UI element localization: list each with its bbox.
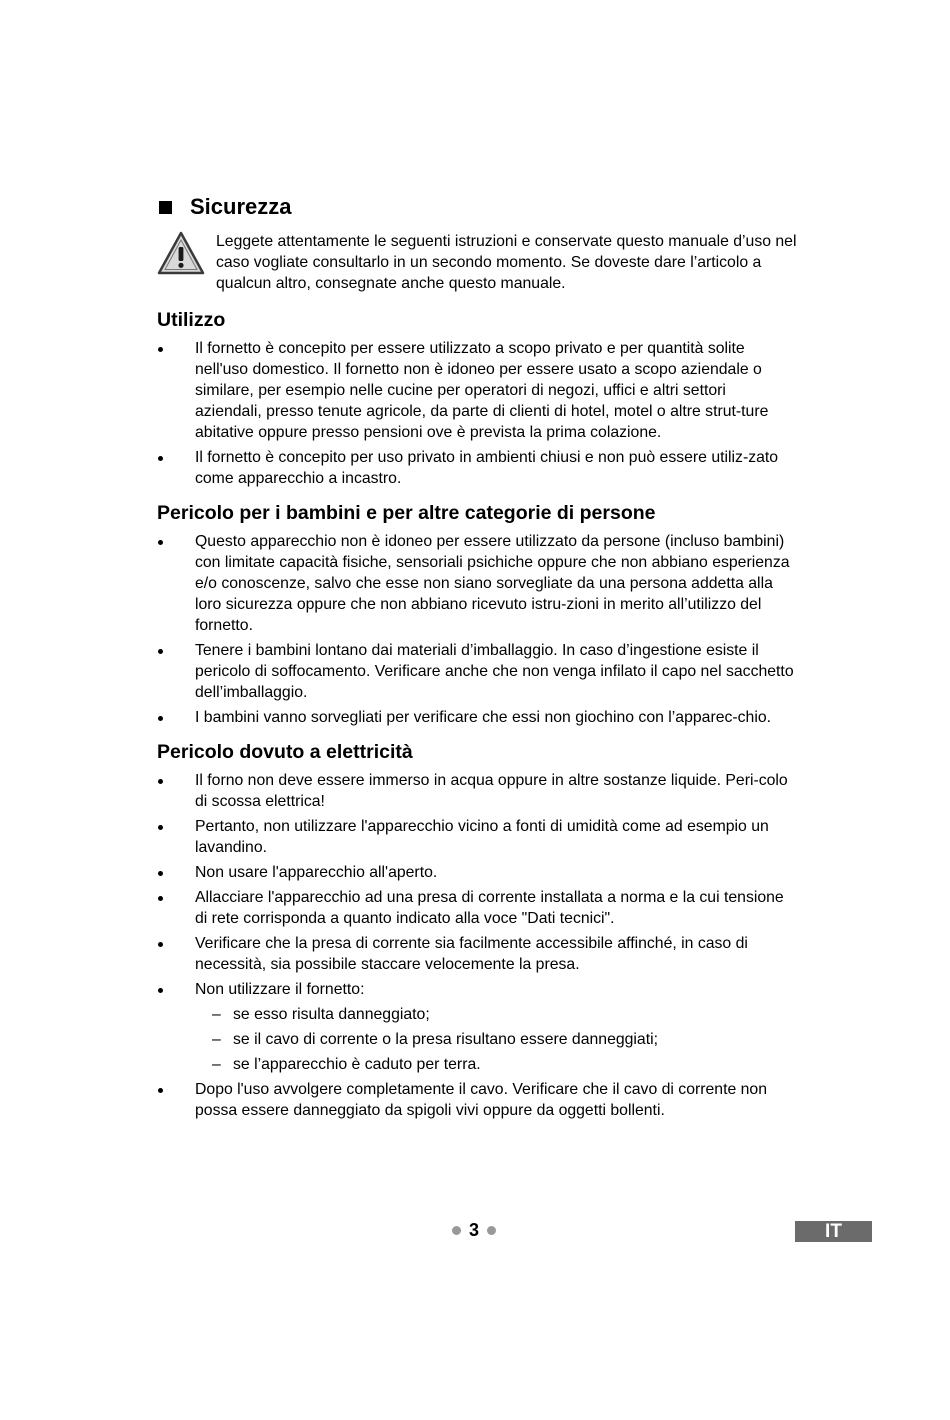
list-item: Verificare che la presa di corrente sia facilmente accessibile affinché, in caso di necessità, sia possibile staccare velocemente la presa.	[157, 933, 797, 975]
safety-intro	[157, 231, 797, 294]
list-item: Questo apparecchio non è idoneo per essere utilizzato da persone (incluso bambini) con limitate capacità fisiche, sensoriali psichiche oppure che non abbiano esperienza e/o conoscenze, salvo che esse non siano sorvegliate da una persona addetta alla loro sicurezza oppure che non abbiano ricevuto istru-zioni in merito all’utilizzo del fornetto.	[157, 531, 797, 636]
list-item: Il forno non deve essere immerso in acqua oppure in altre sostanze liquide. Peri-colo di scossa elettrica!	[157, 770, 797, 812]
sub-list-item: – se il cavo di corrente o la presa risultano essere danneggiati;	[195, 1029, 797, 1050]
list-item-with-sublist	[157, 979, 797, 1075]
list-item: Tenere i bambini lontano dai materiali d’imballaggio. In caso d’ingestione esiste il pericolo di soffocamento. Verificare anche che non venga infilato il capo nel sacchetto dell’imballaggio.	[157, 640, 797, 703]
sub-list-item: – se esso risulta danneggiato;	[195, 1004, 797, 1025]
list-pericolo-elettricita	[157, 770, 797, 1121]
heading-pericolo-bambini: Pericolo per i bambini e per altre categorie di persone	[157, 502, 656, 524]
dot-icon	[452, 1226, 461, 1235]
intro-text: Leggete attentamente le seguenti istruzioni e conservate questo manuale d’uso nel caso vogliate consultarlo in un secondo momento. Se doveste dare l’articolo a qualcun altro, consegnate anche questo manuale.	[216, 233, 797, 292]
list-item: I bambini vanno sorvegliati per verificare che essi non giochino con l’apparec-chio.	[157, 707, 797, 728]
heading-utilizzo: Utilizzo	[157, 309, 226, 331]
heading-pericolo-elettricita: Pericolo dovuto a elettricità	[157, 741, 413, 763]
dot-icon	[487, 1226, 496, 1235]
list-item: Allacciare l'apparecchio ad una presa di corrente installata a norma e la cui tensione di rete corrisponda a quanto indicato alla voce "Dati tecnici".	[157, 887, 797, 929]
list-utilizzo	[157, 338, 797, 489]
page-number	[452, 1219, 496, 1241]
list-item: Non usare l'apparecchio all'aperto.	[157, 862, 797, 883]
section-title-text: Sicurezza	[190, 194, 292, 219]
list-item: Il fornetto è concepito per essere utilizzato a scopo privato e per quantità solite nell'uso domestico. Il fornetto non è idoneo per essere usato a scopo aziendale o similare, per esempio nelle cucine per operatori di negozi, uffici e altri settori aziendali, presso tenute agricole, da parte di clienti di hotel, motel o altre strut-ture abitative oppure presso pensioni ove è prevista la prima colazione.	[157, 338, 797, 443]
section-title	[157, 193, 797, 221]
sub-list	[195, 1004, 797, 1075]
sub-list-item: – se l’apparecchio è caduto per terra.	[195, 1054, 797, 1075]
square-bullet-icon	[159, 201, 172, 214]
page-content	[157, 193, 797, 1125]
language-tab: IT	[795, 1221, 872, 1242]
list-item: Dopo l'uso avvolgere completamente il cavo. Verificare che il cavo di corrente non possa essere danneggiato da spigoli vivi oppure da oggetti bollenti.	[157, 1079, 797, 1121]
list-pericolo-bambini	[157, 531, 797, 728]
list-item: Il fornetto è concepito per uso privato in ambienti chiusi e non può essere utiliz-zato come apparecchio a incastro.	[157, 447, 797, 489]
page-number-text: 3	[469, 1219, 480, 1240]
list-item-text: Non utilizzare il fornetto:	[195, 981, 365, 998]
list-item: Pertanto, non utilizzare l'apparecchio vicino a fonti di umidità come ad esempio un lavandino.	[157, 816, 797, 858]
warning-triangle-icon	[157, 231, 205, 275]
